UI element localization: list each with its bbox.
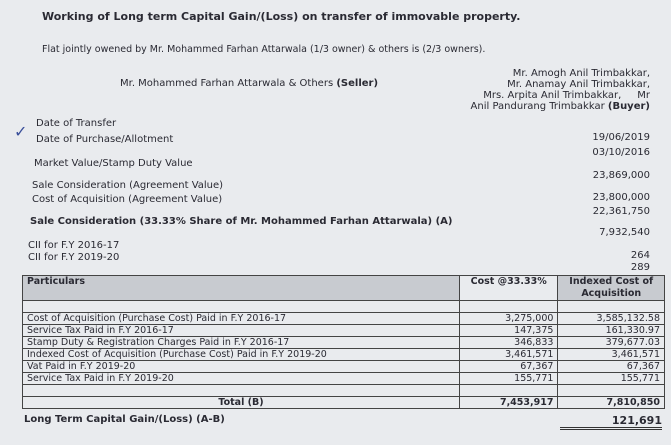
cost-acquisition-value: 22,361,750: [592, 206, 650, 217]
blank-row: [23, 301, 665, 313]
row-cost: 155,771: [459, 373, 558, 385]
row-cost: 3,275,000: [459, 313, 558, 325]
header-cost: Cost @33.33%: [459, 276, 558, 301]
check-mark-icon: ✓: [14, 122, 28, 141]
row-cost: 147,375: [459, 325, 558, 337]
blank-row: [23, 385, 665, 397]
ltcg-label: Long Term Capital Gain/(Loss) (A-B): [24, 414, 225, 425]
table-row: [23, 373, 665, 385]
cii-1617-value: 264: [630, 250, 650, 261]
table-row: [23, 325, 665, 337]
total-label: Total (B): [23, 397, 460, 409]
date-transfer-value: 19/06/2019: [592, 132, 650, 143]
row-particular: Indexed Cost of Acquisition (Purchase Cost) Paid in F.Y 2019-20: [23, 349, 460, 361]
sale-consideration-label: Sale Consideration (Agreement Value): [32, 180, 224, 191]
buyer-block: [460, 68, 650, 112]
buyer-line-4: Anil Pandurang Trimbakkar (Buyer): [470, 101, 650, 112]
date-purchase-value: 03/10/2016: [592, 147, 650, 158]
table-row: [23, 313, 665, 325]
row-particular: Service Tax Paid in F.Y 2016-17: [23, 325, 460, 337]
total-indexed: 7,810,850: [558, 397, 665, 409]
date-transfer-label: Date of Transfer: [36, 118, 117, 129]
row-indexed: 379,677.03: [558, 337, 665, 349]
row-indexed: 3,585,132.58: [558, 313, 665, 325]
total-cost: 7,453,917: [459, 397, 558, 409]
row-indexed: 67,367: [558, 361, 665, 373]
buyer-line-2: Mr. Anamay Anil Trimbakkar,: [507, 79, 650, 90]
buyer-line-1: Mr. Amogh Anil Trimbakkar,: [512, 68, 650, 79]
row-indexed: 161,330.97: [558, 325, 665, 337]
document-title: Working of Long term Capital Gain/(Loss) on transfer of immovable property.: [42, 10, 521, 23]
document-subtitle: Flat jointly owened by Mr. Mohammed Farhan Attarwala (1/3 owner) & others is (2/3 owners).: [42, 44, 486, 55]
row-particular: Stamp Duty & Registration Charges Paid in F.Y 2016-17: [23, 337, 460, 349]
header-particulars: Particulars: [23, 276, 460, 301]
seller-block: [120, 78, 378, 89]
seller-role: (Seller): [336, 78, 379, 89]
header-indexed: Indexed Cost of Acquisition: [558, 276, 665, 301]
row-indexed: 155,771: [558, 373, 665, 385]
seller-name: Mr. Mohammed Farhan Attarwala & Others: [120, 78, 334, 89]
ltcg-value: 121,691: [560, 414, 662, 430]
row-particular: Service Tax Paid in F.Y 2019-20: [23, 373, 460, 385]
table-row: [23, 337, 665, 349]
row-cost: 3,461,571: [459, 349, 558, 361]
share-value: 7,932,540: [599, 227, 650, 238]
row-particular: Cost of Acquisition (Purchase Cost) Paid in F.Y 2016-17: [23, 313, 460, 325]
row-cost: 67,367: [459, 361, 558, 373]
buyer-line-3: Mrs. Arpita Anil Trimbakkar, Mr: [483, 90, 650, 101]
cii-1920-label: CII for F.Y 2019-20: [28, 252, 120, 263]
sale-consideration-value: 23,800,000: [592, 192, 650, 203]
market-value: 23,869,000: [592, 170, 650, 181]
share-label: Sale Consideration (33.33% Share of Mr. Mohammed Farhan Attarwala) (A): [30, 216, 453, 227]
market-value-label: Market Value/Stamp Duty Value: [34, 158, 193, 169]
total-row: [23, 397, 665, 409]
row-indexed: 3,461,571: [558, 349, 665, 361]
table-row: [23, 349, 665, 361]
cost-acquisition-label: Cost of Acquisition (Agreement Value): [32, 194, 223, 205]
date-purchase-label: Date of Purchase/Allotment: [36, 134, 174, 145]
cost-table: [22, 275, 665, 409]
cii-1920-value: 289: [630, 262, 650, 273]
row-particular: Vat Paid in F.Y 2019-20: [23, 361, 460, 373]
cii-1617-label: CII for F.Y 2016-17: [28, 240, 120, 251]
row-cost: 346,833: [459, 337, 558, 349]
table-row: [23, 361, 665, 373]
